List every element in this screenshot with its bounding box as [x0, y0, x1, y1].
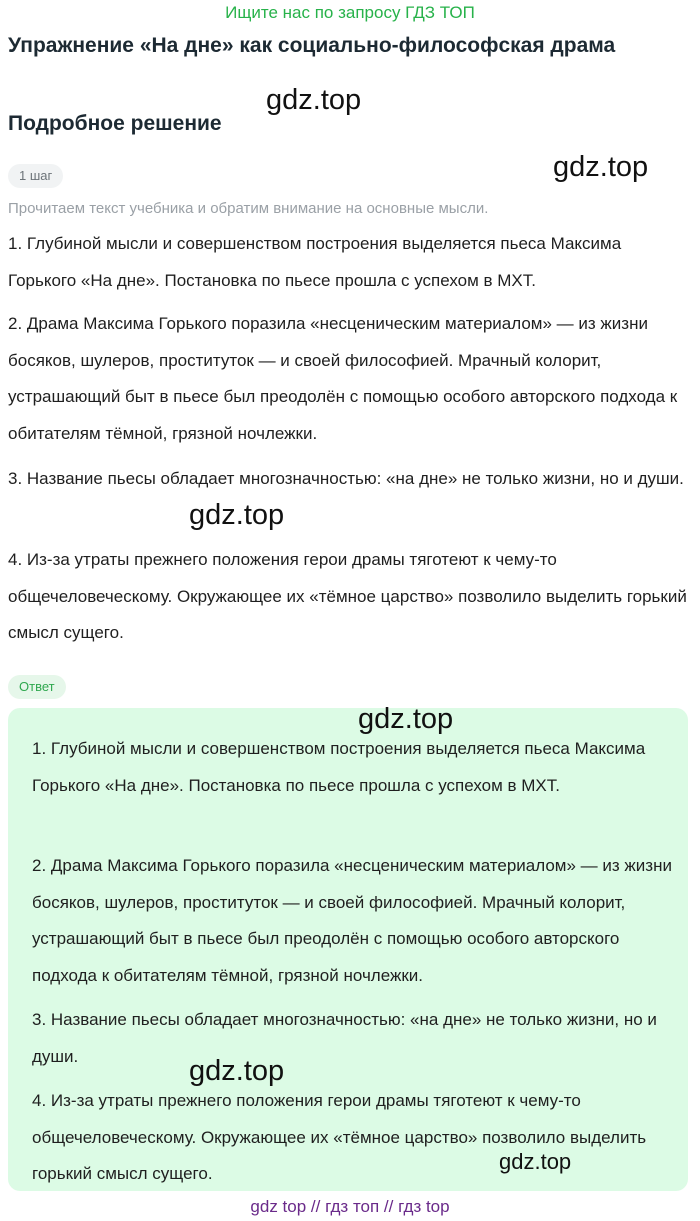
page-title: Упражнение «На дне» как социально-философская драма [8, 34, 616, 57]
answer-badge: Ответ [8, 675, 66, 699]
promo-banner[interactable]: Ищите нас по запросу ГДЗ ТОП [225, 3, 475, 22]
solution-paragraph-3: 3. Название пьесы обладает многозначностью: «на дне» не только жизни, но и души. [8, 469, 684, 488]
answer-paragraph-4: 4. Из-за утраты прежнего положения герои драмы тяготеют к чему-то общечеловеческому. Окружающее их «тёмное царство» позволило выделить горький смысл сущего. [32, 1091, 647, 1183]
watermark: gdz.top [358, 703, 454, 735]
solution-paragraph-2: 2. Драма Максима Горького поразила «несценическим материалом» — из жизни босяков, шулеров, проституток — и своей философией. Мрачный колорит, устрашающий быт в пьесе был преодолён с помощью особого авторского подхода к обитателям тёмной, грязной ночлежки. [8, 314, 678, 443]
watermark: gdz.top [499, 1149, 572, 1174]
solution-paragraph-1: 1. Глубиной мысли и совершенством построения выделяется пьеса Максима Горького «На дне». Постановка по пьесе прошла с успехом в МХТ. [8, 234, 622, 290]
step-badge: 1 шаг [8, 164, 63, 188]
watermark: gdz.top [553, 151, 649, 183]
answer-paragraph-3: 3. Название пьесы обладает многозначностью: «на дне» не только жизни, но и души. [32, 1010, 657, 1066]
answer-paragraph-2: 2. Драма Максима Горького поразила «несценическим материалом» — из жизни босяков, шулеров, проституток — и своей философией. Мрачный колорит, устрашающий быт в пьесе был преодолён с помощью особого авторского подхода к обитателям тёмной, грязной ночлежки. [32, 856, 672, 985]
watermark: gdz.top [266, 84, 362, 116]
section-title: Подробное решение [8, 112, 222, 135]
solution-paragraph-4: 4. Из-за утраты прежнего положения герои драмы тяготеют к чему-то общечеловеческому. Окружающее их «тёмное царство» позволило выделить горький смысл сущего. [8, 550, 687, 642]
answer-paragraph-1: 1. Глубиной мысли и совершенством построения выделяется пьеса Максима Горького «На дне». Постановка по пьесе прошла с успехом в МХТ. [32, 739, 646, 795]
watermark: gdz.top [189, 1055, 285, 1087]
footer-links[interactable]: gdz top // гдз топ // гдз top [250, 1197, 450, 1216]
intro-text: Прочитаем текст учебника и обратим внимание на основные мысли. [8, 200, 489, 217]
watermark: gdz.top [189, 499, 285, 531]
